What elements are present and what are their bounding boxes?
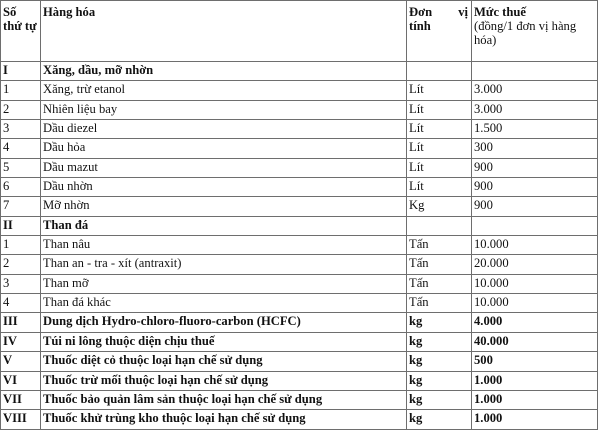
row-number: 7 [1, 197, 41, 216]
table-row [1, 236, 598, 255]
table-row [1, 139, 598, 158]
table-row [1, 197, 598, 216]
table-row [1, 313, 598, 332]
row-number: V [1, 352, 41, 371]
header-stt-line2: thứ tự [3, 19, 37, 33]
row-unit: kg [407, 410, 472, 429]
header-unit-line2: tính [409, 19, 431, 33]
row-tax-rate [472, 216, 598, 235]
row-tax-rate: 40.000 [472, 332, 598, 351]
row-goods-name: Thuốc khử trùng kho thuộc loại hạn chế sử dụng [41, 410, 407, 429]
row-tax-rate: 4.000 [472, 313, 598, 332]
row-tax-rate: 1.000 [472, 371, 598, 390]
table-row [1, 294, 598, 313]
row-tax-rate: 1.000 [472, 390, 598, 409]
table-row [1, 62, 598, 81]
table-row [1, 332, 598, 351]
row-goods-name: Than mỡ [41, 274, 407, 293]
row-unit: Lít [407, 178, 472, 197]
table-row [1, 410, 598, 429]
row-number: 3 [1, 120, 41, 139]
table-row [1, 178, 598, 197]
row-unit: Kg [407, 197, 472, 216]
row-number: 1 [1, 236, 41, 255]
row-number: I [1, 62, 41, 81]
table-row [1, 255, 598, 274]
header-unit [407, 1, 472, 62]
row-tax-rate: 20.000 [472, 255, 598, 274]
row-number: 3 [1, 274, 41, 293]
row-goods-name: Dầu nhờn [41, 178, 407, 197]
table-row [1, 390, 598, 409]
row-goods-name: Xăng, trừ etanol [41, 81, 407, 100]
table-row [1, 274, 598, 293]
row-goods-name: Túi ni lông thuộc diện chịu thuế [41, 332, 407, 351]
row-goods-name: Mỡ nhờn [41, 197, 407, 216]
row-unit: Lít [407, 81, 472, 100]
row-goods-name: Dầu hỏa [41, 139, 407, 158]
row-unit: Lít [407, 139, 472, 158]
row-tax-rate: 1.000 [472, 410, 598, 429]
row-unit: kg [407, 352, 472, 371]
row-unit: Lít [407, 100, 472, 119]
row-tax-rate [472, 62, 598, 81]
row-goods-name: Nhiên liệu bay [41, 100, 407, 119]
row-tax-rate: 1.500 [472, 120, 598, 139]
row-goods-name: Dầu diezel [41, 120, 407, 139]
row-number: 2 [1, 255, 41, 274]
row-unit: Tấn [407, 236, 472, 255]
row-tax-rate: 3.000 [472, 100, 598, 119]
header-rate [472, 1, 598, 62]
row-tax-rate: 10.000 [472, 274, 598, 293]
row-tax-rate: 10.000 [472, 294, 598, 313]
row-tax-rate: 900 [472, 178, 598, 197]
row-unit [407, 62, 472, 81]
row-tax-rate: 300 [472, 139, 598, 158]
table-row [1, 158, 598, 177]
row-number: 5 [1, 158, 41, 177]
row-unit: kg [407, 332, 472, 351]
row-unit: Tấn [407, 274, 472, 293]
header-stt [1, 1, 41, 62]
table-row [1, 100, 598, 119]
table-body [1, 62, 598, 430]
row-goods-name: Xăng, dầu, mỡ nhờn [41, 62, 407, 81]
row-unit: kg [407, 313, 472, 332]
row-unit: kg [407, 371, 472, 390]
table-row [1, 120, 598, 139]
row-number: 2 [1, 100, 41, 119]
table-row [1, 81, 598, 100]
row-tax-rate: 3.000 [472, 81, 598, 100]
row-goods-name: Than an - tra - xít (antraxit) [41, 255, 407, 274]
row-number: IV [1, 332, 41, 351]
header-unit-part1: Đơn [409, 5, 433, 19]
header-goods: Hàng hóa [41, 1, 407, 62]
row-number: 1 [1, 81, 41, 100]
row-unit: Lít [407, 158, 472, 177]
row-unit: Lít [407, 120, 472, 139]
header-rate-title: Mức thuế [474, 5, 526, 19]
header-unit-part2: vị [458, 5, 468, 19]
row-goods-name: Than đá khác [41, 294, 407, 313]
header-stt-line1: Số [3, 5, 17, 19]
row-goods-name: Than đá [41, 216, 407, 235]
row-tax-rate: 900 [472, 158, 598, 177]
row-goods-name: Thuốc trừ mối thuộc loại hạn chế sử dụng [41, 371, 407, 390]
row-number: 4 [1, 139, 41, 158]
row-number: 6 [1, 178, 41, 197]
table-row [1, 352, 598, 371]
row-tax-rate: 10.000 [472, 236, 598, 255]
header-row [1, 1, 598, 62]
row-tax-rate: 900 [472, 197, 598, 216]
header-rate-subtitle: (đồng/1 đơn vị hàng hóa) [474, 19, 577, 47]
row-unit: Tấn [407, 255, 472, 274]
row-tax-rate: 500 [472, 352, 598, 371]
row-number: VII [1, 390, 41, 409]
row-goods-name: Thuốc bảo quản lâm sản thuộc loại hạn chế sử dụng [41, 390, 407, 409]
table-row [1, 371, 598, 390]
row-number: II [1, 216, 41, 235]
row-number: 4 [1, 294, 41, 313]
row-number: VI [1, 371, 41, 390]
row-goods-name: Dung dịch Hydro-chloro-fluoro-carbon (HCFC) [41, 313, 407, 332]
row-goods-name: Than nâu [41, 236, 407, 255]
row-number: III [1, 313, 41, 332]
row-unit: Tấn [407, 294, 472, 313]
table-header [1, 1, 598, 62]
row-goods-name: Thuốc diệt cỏ thuộc loại hạn chế sử dụng [41, 352, 407, 371]
row-unit: kg [407, 390, 472, 409]
row-goods-name: Dầu mazut [41, 158, 407, 177]
table-row [1, 216, 598, 235]
row-unit [407, 216, 472, 235]
row-number: VIII [1, 410, 41, 429]
